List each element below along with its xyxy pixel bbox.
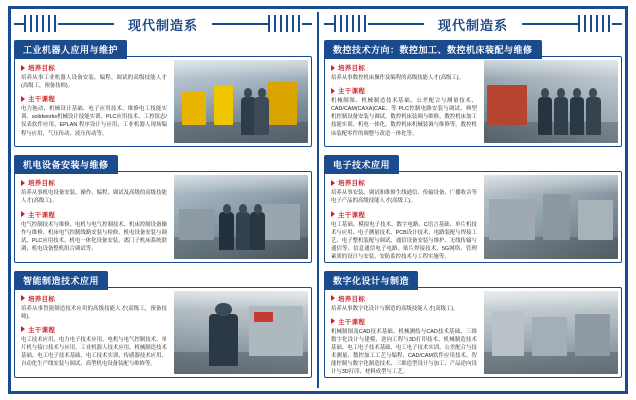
course-heading: [331, 210, 477, 219]
photo-cnc-workshop: [484, 60, 618, 143]
photo-person-head: [589, 88, 597, 98]
hatch-decoration-right: [578, 15, 612, 32]
card-text: [325, 57, 482, 146]
card-text: [325, 288, 482, 377]
photo-machine: [260, 204, 300, 241]
goal-label: 培养目标: [28, 180, 56, 188]
triangle-bullet-icon: [21, 295, 25, 301]
photo-person: [538, 97, 553, 135]
photo-person: [554, 97, 569, 135]
photo-equipment: [489, 199, 535, 241]
card-digital-design: [324, 271, 622, 378]
card-mechatronics-install: [14, 155, 312, 262]
course-text: 电工技术应用、电力电子技术应用、电机与电气控制技术、单片机与接口技术与应用、工业机器人技术应用、机械制造技术基础、电工电子技术基础、电工技术实训、传感器技术应用、自动化生产线安装与调试、高型机电设备装配与维修等。: [21, 336, 167, 368]
card-photo: [174, 175, 308, 258]
goal-label: 培养目标: [28, 295, 56, 303]
left-banner: [14, 11, 312, 37]
triangle-bullet-icon: [21, 211, 25, 217]
card-title: 数字化设计与制造: [324, 271, 418, 290]
course-label: 主干课程: [28, 326, 56, 334]
photo-highlight: [484, 291, 618, 309]
card-body: [324, 287, 622, 378]
card-title: 电子技术应用: [324, 155, 399, 174]
photo-person-head: [215, 303, 232, 316]
photo-person-head: [258, 88, 266, 98]
triangle-bullet-icon: [21, 96, 25, 102]
card-body: [14, 171, 312, 262]
photo-person-head: [223, 204, 231, 214]
photo-digital-design-lab: [484, 291, 618, 374]
photo-person-head: [573, 88, 581, 98]
photo-person: [586, 97, 601, 135]
goal-label: 培养目标: [28, 65, 56, 72]
photo-person: [219, 212, 234, 250]
photo-person: [250, 212, 265, 250]
card-body: [324, 171, 622, 262]
card-photo: [174, 291, 308, 374]
photo-person-head: [254, 204, 262, 214]
card-electronic-tech: [324, 155, 622, 262]
photo-printer: [532, 317, 567, 355]
course-heading: [21, 94, 167, 103]
hatch-decoration-right: [268, 15, 302, 32]
card-photo: [484, 175, 618, 258]
course-text: 电气控制技术与维修、电机与电气控制技术、机床控制设备操作与维修、机床电气控制线路安装与检修、机电设备安装与调试、PLC应用技术、机电一体化设备安装、离门子机床系统联调、机电设备整机组合调试等。: [21, 221, 167, 252]
photo-person: [570, 97, 585, 135]
left-banner-title: 现代制造系: [114, 15, 212, 34]
photo-machine: [182, 92, 206, 125]
photo-industrial-robot-lab: [174, 60, 308, 143]
hatch-decoration-left: [24, 15, 58, 32]
photo-printer: [575, 314, 610, 356]
photo-machine: [214, 85, 233, 125]
photo-highlight: [174, 175, 308, 193]
photo-highlight: [484, 60, 618, 78]
photo-highlight: [484, 175, 618, 193]
card-cnc-direction: [324, 40, 622, 147]
goal-text: 培养从事数控机床操作及编程的高级技能人才(高级工)。: [331, 75, 464, 81]
photo-person: [254, 97, 269, 135]
goal-heading: [21, 294, 167, 303]
course-heading: [331, 86, 477, 95]
photo-equipment: [543, 194, 570, 241]
goal-text: 培养从事智能制造技术应用的高级技能人才(高级工，预备技师)。: [21, 305, 167, 320]
triangle-bullet-icon: [331, 211, 335, 217]
right-banner: [324, 11, 622, 37]
card-text: [325, 172, 482, 261]
course-heading: [21, 325, 167, 334]
goal-heading: [331, 178, 477, 187]
photo-smart-manufacturing-lab: [174, 291, 308, 374]
triangle-bullet-icon: [331, 65, 335, 71]
card-text: [15, 57, 172, 146]
triangle-bullet-icon: [331, 88, 335, 94]
photo-cnc-machine: [487, 85, 527, 125]
photo-machine: [179, 209, 214, 241]
course-text: 电工基础、模拟电子技术、数字电路、C语言基础、单片机技术与应用、电子测量技术、PCB设计技术、电路装配与焊接工艺、电子整机装配与调试、通信设备安装与维护、无线传输与通信等、信息通信电子电路、贴片焊接技术、5G网络、管理素质的设计与安装、安防监控技术与工程实施等。: [331, 221, 477, 260]
course-heading: [21, 210, 167, 219]
card-photo: [484, 60, 618, 143]
card-text: [15, 288, 172, 377]
photo-person: [209, 314, 239, 366]
triangle-bullet-icon: [21, 65, 25, 71]
card-body: [324, 56, 622, 147]
left-panel: [8, 6, 318, 394]
goal-text: 培养从事工业机器人设备安装、编程、调试的高级技能人才(高级工，预备技师)。: [21, 75, 167, 90]
goal-heading: [21, 178, 167, 187]
photo-electronics-lab: [484, 175, 618, 258]
course-text: 电力拖动、机械设计基础、电子应用技术、维修电工技能实训、solidworks机械设计技能实训、PLC应用技术、工控组态/仪表软件应用、EPLAN 程序设计与应用、工业机器人现场编程与应用、气压传动、液压传动等。: [21, 106, 167, 137]
goal-heading: [331, 63, 477, 72]
right-card-list: [324, 40, 622, 386]
photo-equipment: [578, 200, 613, 240]
photo-person-head: [557, 88, 565, 98]
triangle-bullet-icon: [21, 326, 25, 332]
card-title: 数控技术方向：数控加工、数控机床装配与维修: [324, 40, 542, 59]
photo-printer: [492, 311, 524, 356]
photo-highlight: [174, 60, 308, 78]
course-text: 机械制图、机械制造技术基础、公差配合与测量技术、CAD/CAM(CAXA)CAE、等 PLC控制电路安装与调试、典型机控制设备安装与调试、数控机床装调与维修、数控机床加工技能实训、机电一体化、数控机床机械装调与维修等。数控机床装配零件的调整与改造一体化等。: [331, 98, 477, 137]
course-label: 主干课程: [338, 318, 366, 326]
hatch-decoration-left: [334, 15, 368, 32]
card-title: 机电设备安装与维修: [14, 155, 118, 174]
card-body: [14, 287, 312, 378]
course-text: 机械制图及CAD技术基础、机械测绘与CAD技术基础、三维数字化设计与建模、逆向工程与3D打印技术、机械制造技术基础、电工电子技术基础、电工电子技术实训、公差配合与技术测量、数控加工工艺与编程、CAD/CAM软件应用技术、智能控制与数字化制造技术、三维造型设计与加工、产品逆向设计与3D打印、材料成型与工艺。: [331, 328, 477, 376]
card-industrial-robot: [14, 40, 312, 147]
course-label: 主干课程: [338, 88, 366, 96]
right-panel: [318, 6, 628, 394]
photo-machine: [268, 82, 298, 125]
course-label: 主干课程: [28, 96, 56, 104]
card-title: 智能制造技术应用: [14, 271, 108, 290]
photo-person-head: [244, 88, 252, 98]
course-label: 主干课程: [28, 211, 56, 219]
triangle-bullet-icon: [21, 180, 25, 186]
card-text: [15, 172, 172, 261]
goal-label: 培养目标: [338, 65, 366, 72]
left-card-list: [14, 40, 312, 386]
triangle-bullet-icon: [331, 180, 335, 186]
photo-indicator: [254, 312, 273, 322]
photo-person-head: [541, 88, 549, 98]
card-photo: [174, 60, 308, 143]
goal-text: 培养从事数字化设计与制造的高级技能人才(高级工)。: [331, 305, 459, 312]
photo-person-head: [239, 204, 247, 214]
photo-mechatronics-lab: [174, 175, 308, 258]
card-body: [14, 56, 312, 147]
course-heading: [331, 317, 477, 326]
goal-text: 培养从事机电设备安装、操作、编程、调试及高级的高级技能人才(高级工)。: [21, 190, 167, 205]
goal-label: 培养目标: [338, 295, 366, 303]
card-title: 工业机器人应用与维护: [14, 40, 127, 59]
goal-label: 培养目标: [338, 180, 366, 188]
card-smart-manufacturing: [14, 271, 312, 378]
goal-heading: [331, 294, 477, 303]
course-label: 主干课程: [338, 211, 366, 219]
card-photo: [484, 291, 618, 374]
triangle-bullet-icon: [331, 295, 335, 301]
goal-text: 培养从事安装、调试和维修生线通信、传输设备、广播收音等电子产品的高级技能人才(高级工)。: [331, 190, 477, 205]
photo-floor: [484, 237, 618, 259]
photo-person: [236, 212, 251, 250]
triangle-bullet-icon: [331, 318, 335, 324]
right-banner-title: 现代制造系: [424, 15, 522, 34]
goal-heading: [21, 63, 167, 72]
